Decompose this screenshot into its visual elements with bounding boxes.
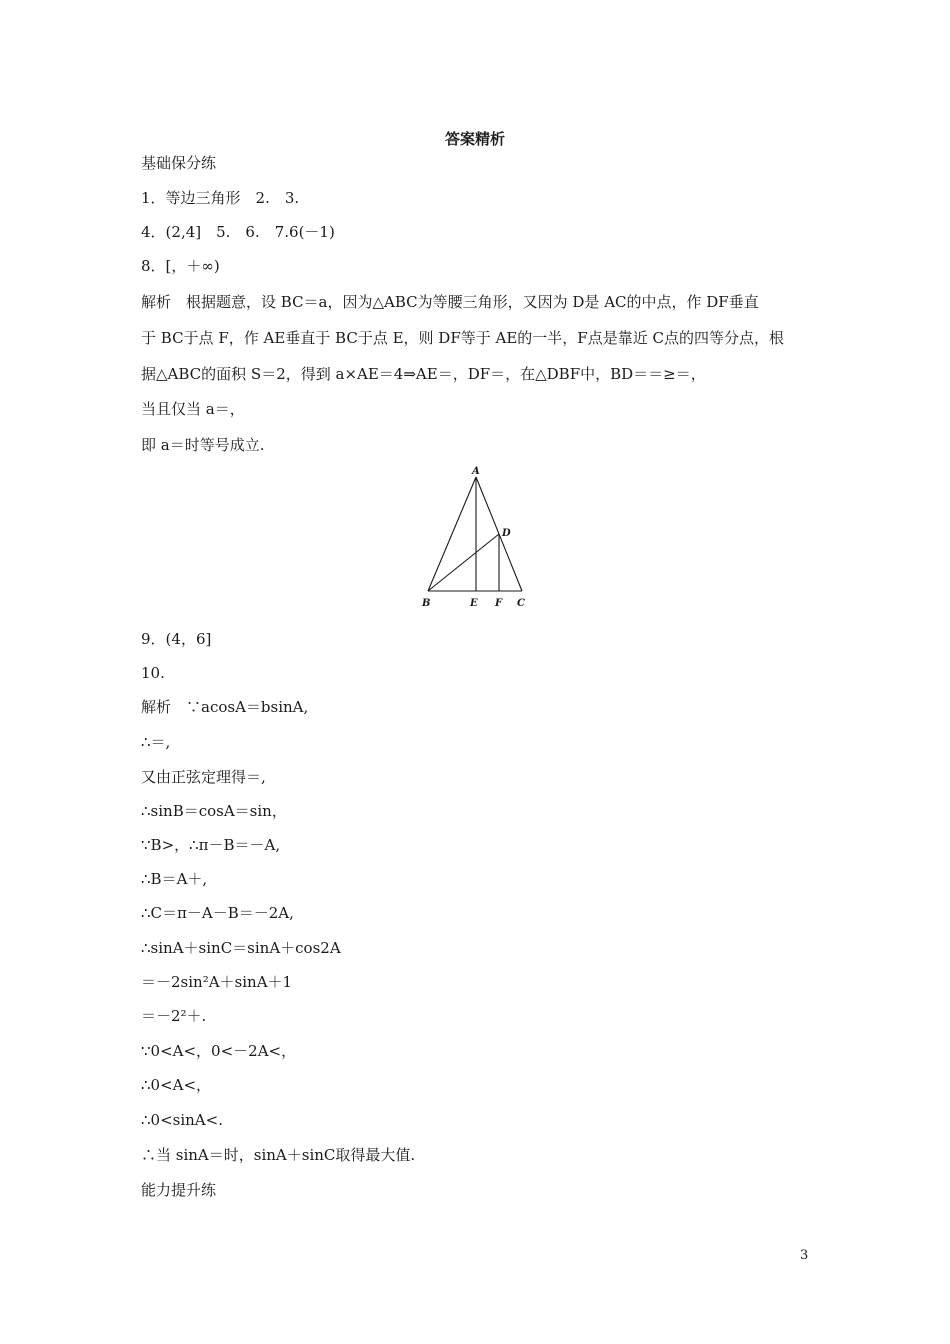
explanation-10-line-8: ∴sinA＋sinC＝sinA＋cos2A <box>141 939 341 957</box>
explanation-8-line-4: 当且仅当 a＝， <box>141 400 245 418</box>
explanation-10-line-12: ∴0<A<， <box>141 1076 212 1094</box>
label-e: E <box>470 598 478 609</box>
explanation-8-line-3: 据△ABC的面积 S＝2，得到 a×AE＝4⇒AE＝，DF＝，在△DBF中，BD＝＝≥＝， <box>141 365 706 383</box>
segment-ab <box>428 477 476 591</box>
explanation-8-line-1: 解析 根据题意，设 BC＝a，因为△ABC为等腰三角形，又因为 D是 AC的中点，作 DF垂直 <box>141 293 759 311</box>
explanation-10-line-3: 又由正弦定理得＝, <box>141 768 266 786</box>
explanation-8-line-2: 于 BC于点 F，作 AE垂直于 BC于点 E，则 DF等于 AE的一半，F点是靠近 C点的四等分点，根 <box>141 329 784 347</box>
answer-line-9: 9．(4，6] <box>141 630 212 648</box>
explanation-10-line-10: ＝－2²＋. <box>141 1007 207 1025</box>
explanation-10-line-5: ∵B>，∴π－B＝－A, <box>141 836 281 854</box>
explanation-10-line-9: ＝－2sin²A＋sinA＋1 <box>141 973 293 991</box>
triangle-figure <box>415 460 535 612</box>
explanation-10-line-4: ∴sinB＝cosA＝sin， <box>141 802 287 820</box>
explanation-8-line-5: 即 a＝时等号成立. <box>141 436 265 454</box>
explanation-10-line-13: ∴0<sinA<. <box>141 1111 223 1129</box>
explanation-10-line-7: ∴C＝π－A－B＝－2A, <box>141 904 294 922</box>
label-f: F <box>495 598 503 609</box>
page-title: 答案精析 <box>444 130 505 148</box>
section-heading-advanced: 能力提升练 <box>141 1181 217 1199</box>
page-number: 3 <box>800 1248 809 1263</box>
label-c: C <box>517 598 525 609</box>
explanation-10-line-1: 解析 ∵acosA＝bsinA, <box>141 698 309 716</box>
label-d: D <box>502 528 511 539</box>
answer-line-1: 1．等边三角形 2. 3. <box>141 189 300 207</box>
answer-line-10: 10. <box>141 664 165 682</box>
explanation-10-line-11: ∵0<A<，0<－2A<， <box>141 1042 297 1060</box>
triangle-diagram <box>415 460 535 612</box>
label-b: B <box>422 598 431 609</box>
segment-bd <box>428 534 499 591</box>
label-a: A <box>472 466 480 477</box>
explanation-10-line-2: ∴＝, <box>141 733 171 751</box>
explanation-10-line-6: ∴B＝A＋, <box>141 870 208 888</box>
explanation-10-line-14: ∴当 sinA＝时，sinA＋sinC取得最大值. <box>141 1146 416 1164</box>
section-heading-basic: 基础保分练 <box>141 154 217 172</box>
answer-line-4: 4．(2,4] 5. 6. 7.6(－1) <box>141 223 335 241</box>
answer-line-8: 8．[，＋∞) <box>141 257 220 275</box>
